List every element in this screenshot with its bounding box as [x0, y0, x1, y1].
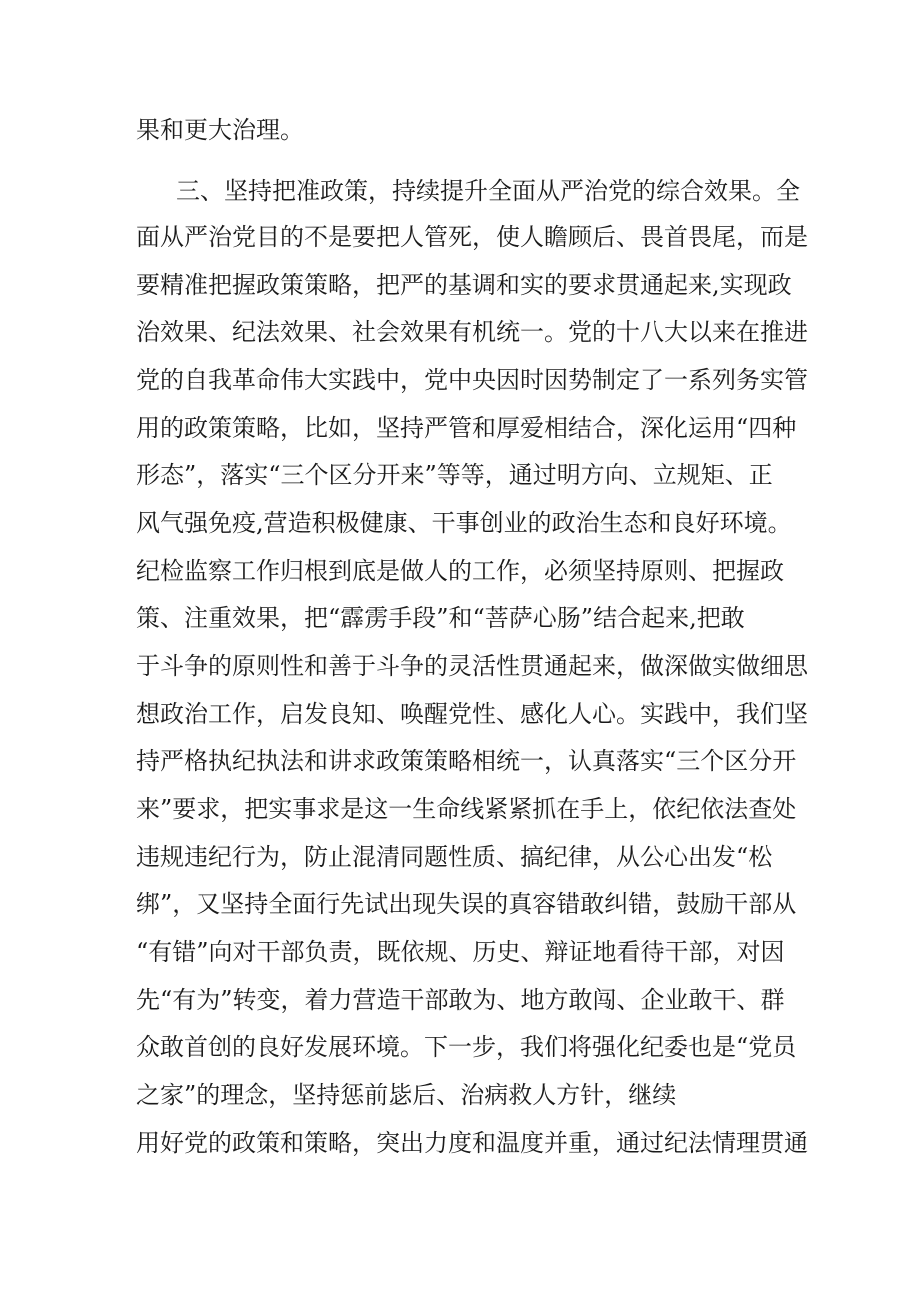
text-line: 要精准把握政策策略，把严的基调和实的要求贯通起来,实现政	[136, 271, 792, 299]
text-line: 众敢首创的良好发展环境。下一步，我们将强化纪委也是“党员	[136, 1033, 797, 1061]
text-line: 形态”，落实“三个区分开来”等等，通过明方向、立规矩、正	[136, 461, 773, 489]
text-line: 用好党的政策和策略，突出力度和温度并重，通过纪法情理贯通	[136, 1129, 808, 1157]
text-line: 来”要求，把实事求是这一生命线紧紧抓在手上，依纪依法查处	[136, 795, 797, 823]
text-line: 风气强免疫,营造积极健康、干事创业的政治生态和良好环境。	[136, 509, 792, 537]
text-line: 治效果、纪法效果、社会效果有机统一。党的十八大以来在推进	[136, 318, 808, 346]
text-line: 纪检监察工作归根到底是做人的工作，必须坚持原则、把握政	[136, 557, 784, 585]
text-line: 于斗争的原则性和善于斗争的灵活性贯通起来，做深做实做细思	[136, 652, 808, 680]
text-line: 持严格执纪执法和讲求政策策略相统一，认真落实“三个区分开	[136, 747, 797, 775]
text-line: 面从严治党目的不是要把人管死，使人瞻顾后、畏首畏尾，而是	[136, 223, 808, 251]
text-line: 用的政策策略，比如，坚持严管和厚爱相结合，深化运用“四种	[136, 414, 797, 442]
text-line: 违规违纪行为，防止混清同题性质、搞纪律，从公心出发“松	[136, 843, 773, 871]
text-line: 果和更大治理。	[136, 116, 304, 144]
text-line: 绑”，又坚持全面行先试出现失误的真容错敢纠错，鼓励干部从	[136, 890, 797, 918]
text-line: 先“有为”转变，着力营造干部敢为、地方敢闯、企业敢干、群	[136, 986, 785, 1014]
text-line: “有错”向对干部负责，既依规、历史、辩证地看待干部，对因	[136, 938, 785, 966]
text-line: 之家”的理念，坚持惩前毖后、治病救人方针，继续	[136, 1081, 677, 1109]
text-line: 想政治工作，启发良知、唤醒党性、感化人心。实践中，我们坚	[136, 700, 808, 728]
section-heading-line: 三、坚持把准政策，持续提升全面从严治党的综合效果。全	[176, 177, 800, 205]
text-line: 策、注重效果，把“霹雳手段”和“菩萨心肠”结合起来,把敢	[136, 604, 745, 632]
text-line: 党的自我革命伟大实践中，党中央因时因势制定了一系列务实管	[136, 366, 808, 394]
